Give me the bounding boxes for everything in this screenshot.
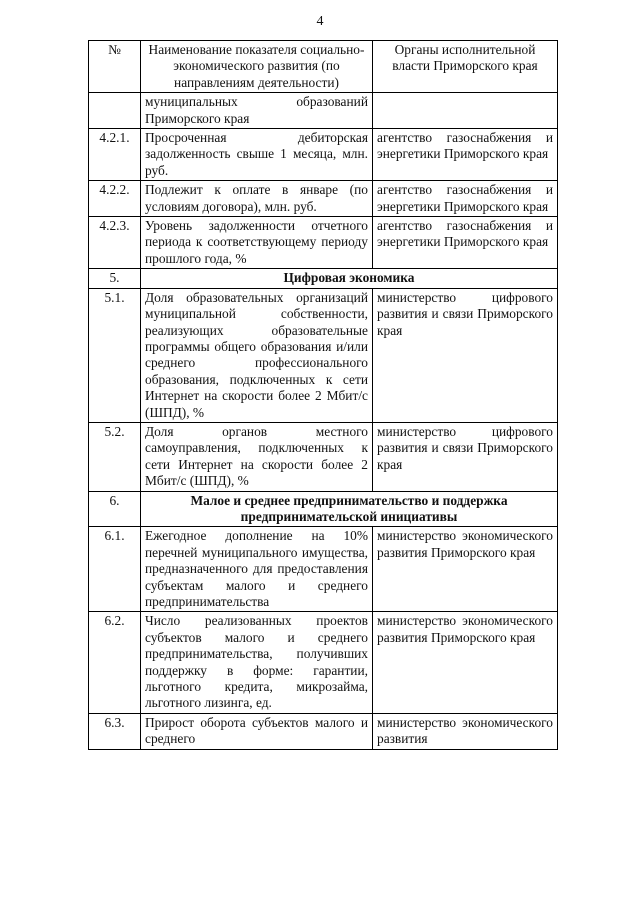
authority: агентство газоснабжения и энергетики Приморского края xyxy=(373,217,558,269)
page-number: 4 xyxy=(316,14,324,29)
indicator-name: Просроченная дебиторская задолженность свыше 1 месяца, млн. руб. xyxy=(141,129,373,181)
table-row xyxy=(89,181,558,217)
table-row xyxy=(89,612,558,713)
authority: агентство газоснабжения и энергетики Приморского края xyxy=(373,129,558,181)
table-row xyxy=(89,288,558,422)
section-title: Малое и среднее предпринимательство и поддержка предпринимательской инициативы xyxy=(141,491,558,527)
row-number: 6.1. xyxy=(89,527,141,612)
table-row xyxy=(89,713,558,749)
indicators-table xyxy=(88,40,558,750)
section-number: 5. xyxy=(89,269,141,288)
authority: министерство экономического развития xyxy=(373,713,558,749)
indicator-name: Прирост оборота субъектов малого и среднего xyxy=(141,713,373,749)
header-number: № xyxy=(89,41,141,93)
row-number: 5.1. xyxy=(89,288,141,422)
row-number: 4.2.3. xyxy=(89,217,141,269)
indicator-name: Доля органов местного самоуправления, подключенных к сети Интернет на скорости более 2 Мбит/с (ШПД), % xyxy=(141,422,373,491)
row-number: 5.2. xyxy=(89,422,141,491)
header-indicator-name: Наименование показателя социально-экономического развития (по направлениям деятельности) xyxy=(141,41,373,93)
indicator-name: Число реализованных проектов субъектов малого и среднего предпринимательства, получивших поддержку в форме: гарантии, льготного кредита, микрозайма, льготного лизинга, ед. xyxy=(141,612,373,713)
authority: министерство экономического развития Приморского края xyxy=(373,612,558,713)
indicator-name: Подлежит к оплате в январе (по условиям договора), млн. руб. xyxy=(141,181,373,217)
row-number xyxy=(89,93,141,129)
row-number: 6.3. xyxy=(89,713,141,749)
indicator-name: Доля образовательных организаций муниципальной собственности, реализующих образовательные программы общего образования и/или среднего профессионального образования, подключенных к сети Интернет на скорости более 2 Мбит/с (ШПД), % xyxy=(141,288,373,422)
row-number: 4.2.2. xyxy=(89,181,141,217)
table-row xyxy=(89,129,558,181)
indicator-name: Ежегодное дополнение на 10% перечней муниципального имущества, предназначенного для предоставления субъектам малого и среднего предпринимательства xyxy=(141,527,373,612)
row-number: 6.2. xyxy=(89,612,141,713)
indicator-name: Уровень задолженности отчетного периода к соответствующему периоду прошлого года, % xyxy=(141,217,373,269)
table-header-row xyxy=(89,41,558,93)
section-row xyxy=(89,269,558,288)
authority xyxy=(373,93,558,129)
authority: министерство экономического развития Приморского края xyxy=(373,527,558,612)
table-row xyxy=(89,217,558,269)
section-row xyxy=(89,491,558,527)
authority: министерство цифрового развития и связи Приморского края xyxy=(373,288,558,422)
table-row xyxy=(89,93,558,129)
indicator-name: муниципальных образований Приморского края xyxy=(141,93,373,129)
section-title: Цифровая экономика xyxy=(141,269,558,288)
authority: министерство цифрового развития и связи Приморского края xyxy=(373,422,558,491)
header-authority: Органы исполнительной власти Приморского края xyxy=(373,41,558,93)
section-number: 6. xyxy=(89,491,141,527)
authority: агентство газоснабжения и энергетики Приморского края xyxy=(373,181,558,217)
row-number: 4.2.1. xyxy=(89,129,141,181)
table-row xyxy=(89,422,558,491)
table-row xyxy=(89,527,558,612)
